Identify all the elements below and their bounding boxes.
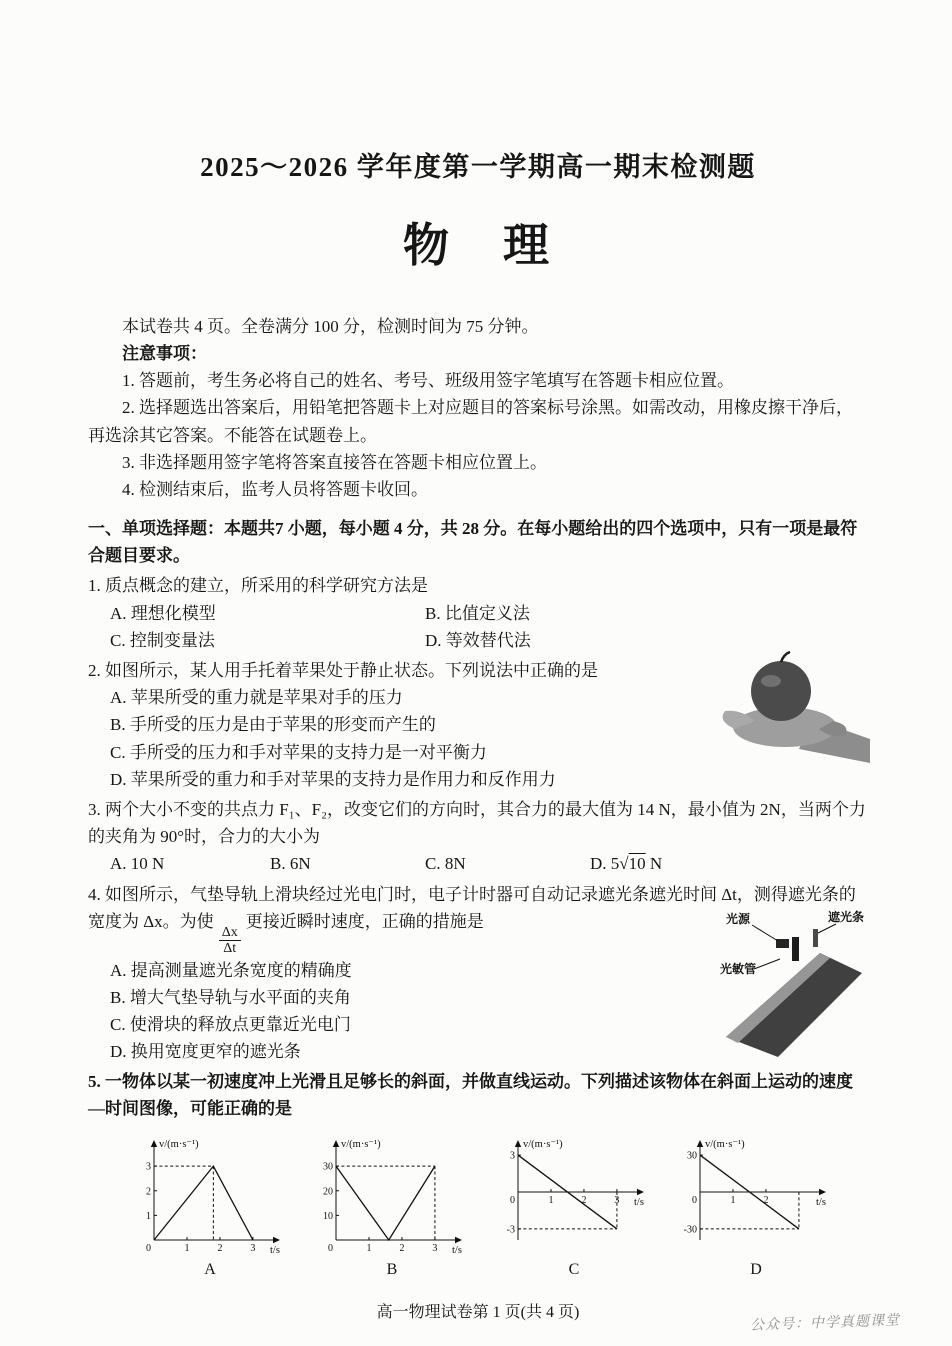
svg-text:30: 30 bbox=[687, 1150, 697, 1162]
svg-text:0: 0 bbox=[146, 1242, 151, 1254]
question-2-stem: 2. 如图所示，某人用手托着苹果处于静止状态。下列说法中正确的是 bbox=[88, 661, 598, 681]
graph-d-label: D bbox=[750, 1260, 762, 1278]
q4-option-c: C. 使滑块的释放点更靠近光电门 bbox=[110, 1014, 351, 1034]
q3-option-d-prefix: D. 5 bbox=[590, 854, 620, 874]
svg-text:1: 1 bbox=[730, 1194, 736, 1206]
svg-text:1: 1 bbox=[184, 1242, 190, 1254]
leader-line-sensor bbox=[754, 959, 780, 969]
svg-text:v/(m·s⁻¹): v/(m·s⁻¹) bbox=[523, 1138, 563, 1150]
fraction-numerator: Δx bbox=[219, 925, 241, 941]
q4-option-a: A. 提高测量遮光条宽度的精确度 bbox=[110, 960, 352, 980]
notice-heading: 注意事项： bbox=[122, 343, 207, 363]
photogate-post bbox=[792, 937, 799, 961]
exam-title: 2025～2026 学年度第一学期高一期末检测题 bbox=[200, 152, 756, 182]
question-3-stem: 3. 两个大小不变的共点力 F₁、F₂，改变它们的方向时，其合力的最大值为 14 N，最小值为 2N，当两个力的夹角为 90°时，合力的大小为 bbox=[88, 799, 866, 847]
question-5-stem: 5. 一物体以某一初速度冲上光滑且足够长的斜面，并做直线运动。下列描述该物体在斜面上运动的速度—时间图像，可能正确的是 bbox=[88, 1072, 853, 1119]
svg-text:t/s: t/s bbox=[816, 1196, 826, 1208]
svg-text:2: 2 bbox=[763, 1194, 769, 1206]
label-shade-strip: 遮光条 bbox=[828, 909, 865, 924]
graph-a-label: A bbox=[204, 1260, 216, 1278]
figure-photogate-airtrack bbox=[720, 907, 870, 1057]
radical-sign: √ bbox=[619, 854, 629, 874]
q1-option-b: B. 比值定义法 bbox=[425, 603, 530, 623]
q3-option-d bbox=[590, 850, 662, 877]
q2-option-d: D. 苹果所受的重力和手对苹果的支持力是作用力和反作用力 bbox=[110, 769, 556, 789]
section-heading: 一、单项选择题：本题共7 小题，每小题 4 分，共 28 分。在每小题给出的四个选项中，只有一项是最符合题目要求。 bbox=[88, 519, 858, 566]
fraction-denominator: Δt bbox=[223, 941, 237, 957]
svg-text:2: 2 bbox=[146, 1185, 151, 1197]
q3-option-c: C. 8N bbox=[425, 854, 466, 874]
svg-text:t/s: t/s bbox=[270, 1244, 280, 1256]
graph-b-label: B bbox=[386, 1260, 398, 1278]
q4-stem-post: 更接近瞬时速度，正确的措施是 bbox=[245, 911, 484, 931]
question-5-graphs bbox=[124, 1131, 868, 1283]
svg-text:20: 20 bbox=[323, 1185, 333, 1197]
q3-option-a: A. 10 N bbox=[110, 854, 165, 874]
exam-subject: 物 理 bbox=[403, 220, 553, 272]
notice-item-2: 2. 选择题选出答案后，用铅笔把答题卡上对应题目的答案标号涂黑。如需改动，用橡皮擦干净后，再选涂其它答案。不能答在试题卷上。 bbox=[88, 398, 853, 445]
q3-option-b: B. 6N bbox=[270, 854, 311, 874]
q3-option-d-unit: N bbox=[649, 854, 663, 874]
svg-text:v/(m·s⁻¹): v/(m·s⁻¹) bbox=[159, 1138, 199, 1150]
notice-item-4: 4. 检测结束后，监考人员将答题卡收回。 bbox=[122, 479, 428, 499]
svg-text:3: 3 bbox=[510, 1150, 515, 1162]
question-1-stem: 1. 质点概念的建立，所采用的科学研究方法是 bbox=[88, 576, 428, 596]
svg-text:t/s: t/s bbox=[634, 1196, 644, 1208]
q1-option-d: D. 等效替代法 bbox=[425, 630, 531, 650]
svg-text:3: 3 bbox=[146, 1161, 151, 1173]
velocity-time-graph-c bbox=[488, 1131, 660, 1257]
q1-option-a: A. 理想化模型 bbox=[110, 603, 216, 623]
q1-option-c: C. 控制变量法 bbox=[110, 630, 215, 650]
question-3 bbox=[88, 796, 868, 878]
svg-text:3: 3 bbox=[250, 1242, 256, 1254]
svg-text:2: 2 bbox=[581, 1194, 587, 1206]
svg-text:1: 1 bbox=[146, 1210, 151, 1222]
leader-line-light-source bbox=[752, 925, 778, 941]
exam-summary: 本试卷共 4 页。全卷满分 100 分，检测时间为 75 分钟。 bbox=[122, 316, 539, 336]
q4-option-b: B. 增大气垫导轨与水平面的夹角 bbox=[110, 987, 351, 1007]
figure-hand-holding-apple bbox=[695, 651, 870, 763]
svg-text:v/(m·s⁻¹): v/(m·s⁻¹) bbox=[705, 1138, 745, 1150]
svg-text:1: 1 bbox=[548, 1194, 554, 1206]
apple-highlight bbox=[761, 675, 781, 687]
light-source-box bbox=[776, 939, 789, 948]
graph-option-a bbox=[124, 1131, 296, 1283]
notice-item-1: 1. 答题前，考生务必将自己的姓名、考号、班级用签字笔填写在答题卡相应位置。 bbox=[122, 371, 734, 391]
page-footer: 高一物理试卷第 1 页(共 4 页) bbox=[376, 1304, 580, 1322]
question-1 bbox=[88, 572, 868, 654]
leader-line-shade bbox=[818, 924, 836, 933]
graph-option-d bbox=[670, 1131, 842, 1283]
svg-text:v/(m·s⁻¹): v/(m·s⁻¹) bbox=[341, 1138, 381, 1150]
svg-text:1: 1 bbox=[366, 1242, 372, 1254]
apple-stem bbox=[781, 652, 790, 662]
velocity-time-graph-d bbox=[670, 1131, 842, 1257]
svg-text:-30: -30 bbox=[683, 1224, 697, 1236]
q2-option-c: C. 手所受的压力和手对苹果的支持力是一对平衡力 bbox=[110, 742, 487, 762]
q4-option-d: D. 换用宽度更窄的遮光条 bbox=[110, 1042, 301, 1062]
svg-text:-3: -3 bbox=[506, 1224, 515, 1236]
svg-text:3: 3 bbox=[432, 1242, 438, 1254]
question-1-options bbox=[88, 600, 868, 654]
svg-text:2: 2 bbox=[399, 1242, 405, 1254]
label-photo-sensor: 光敏管 bbox=[720, 961, 757, 976]
graph-option-c bbox=[488, 1131, 660, 1283]
question-2 bbox=[88, 657, 868, 793]
svg-text:10: 10 bbox=[323, 1210, 333, 1222]
label-light-source: 光源 bbox=[726, 911, 751, 926]
radicand: 10 bbox=[628, 854, 646, 874]
svg-text:t/s: t/s bbox=[452, 1244, 462, 1256]
svg-text:0: 0 bbox=[510, 1194, 515, 1206]
watermark: 公众号：中学真题课堂 bbox=[749, 1313, 901, 1334]
q2-option-b: B. 手所受的压力是由于苹果的形变而产生的 bbox=[110, 715, 436, 735]
graph-option-b bbox=[306, 1131, 478, 1283]
apple-shape bbox=[751, 661, 811, 721]
q2-option-a: A. 苹果所受的重力就是苹果对手的压力 bbox=[110, 688, 403, 708]
svg-text:0: 0 bbox=[328, 1242, 333, 1254]
shade-strip-shape bbox=[813, 929, 818, 947]
question-5 bbox=[88, 1068, 868, 1282]
fraction-dx-dt bbox=[219, 925, 241, 957]
q4-stem-pre: 4. 如图所示，气垫导轨上滑块经过光电门时，电子计时器可自动记录遮光条遮光时间 Δt，测得遮光条的宽度为 Δx。为使 bbox=[88, 884, 856, 931]
svg-text:0: 0 bbox=[692, 1194, 697, 1206]
velocity-time-graph-b bbox=[306, 1131, 478, 1257]
graph-c-label: C bbox=[568, 1260, 580, 1278]
question-4 bbox=[88, 881, 868, 1066]
svg-text:2: 2 bbox=[217, 1242, 223, 1254]
question-3-options bbox=[88, 850, 868, 877]
velocity-time-graph-a bbox=[124, 1131, 296, 1257]
notice-item-3: 3. 非选择题用签字笔将答案直接答在答题卡相应位置上。 bbox=[122, 452, 547, 472]
svg-text:30: 30 bbox=[323, 1161, 333, 1173]
svg-text:3: 3 bbox=[614, 1194, 620, 1206]
